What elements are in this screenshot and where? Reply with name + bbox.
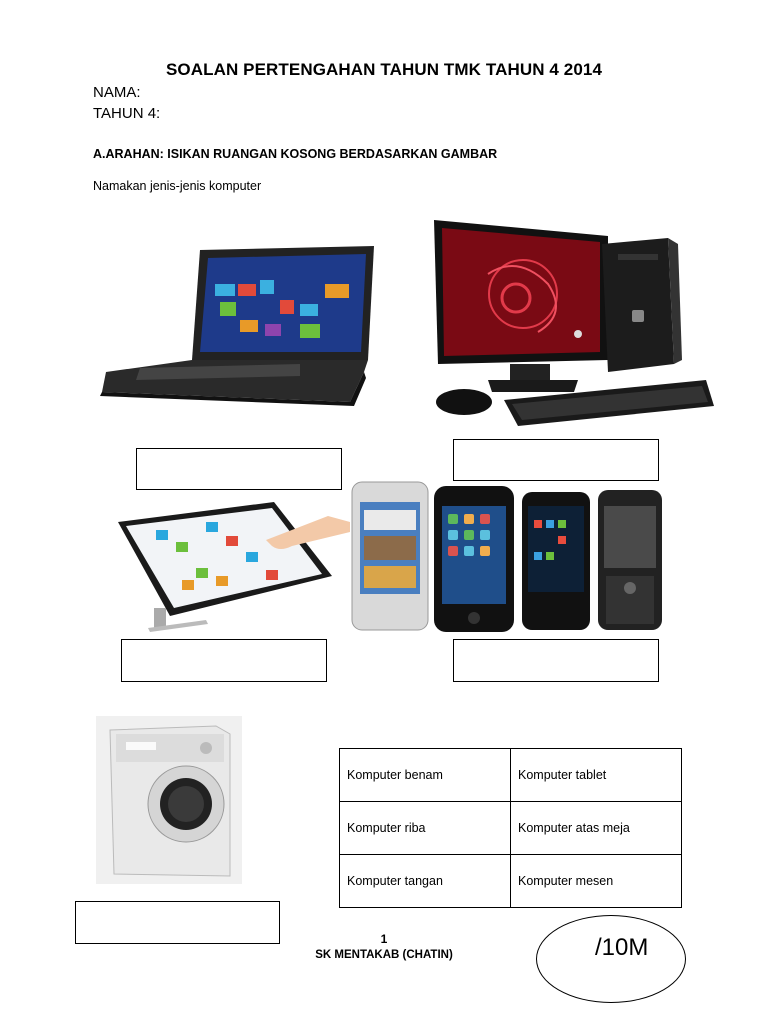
option-cell: Komputer mesen <box>511 855 682 908</box>
table-row <box>340 855 682 908</box>
score-text: /10M <box>595 934 649 961</box>
page-title: SOALAN PERTENGAHAN TAHUN TMK TAHUN 4 2014 <box>165 60 603 79</box>
laptop-icon <box>100 244 376 406</box>
answer-box-laptop[interactable] <box>136 448 342 490</box>
answer-box-desktop[interactable] <box>453 439 659 481</box>
option-cell: Komputer tablet <box>511 749 682 802</box>
washing-machine-icon <box>96 716 242 884</box>
desktop-computer-icon <box>428 214 728 430</box>
option-cell: Komputer atas meja <box>511 802 682 855</box>
tablet-icon <box>96 480 350 636</box>
answer-options-table <box>339 748 682 908</box>
option-cell: Komputer riba <box>340 802 511 855</box>
question-text: Namakan jenis-jenis komputer <box>93 179 262 193</box>
answer-box-tablet[interactable] <box>121 639 327 682</box>
table-row <box>340 749 682 802</box>
name-label: NAMA: <box>93 84 141 101</box>
page-number: 1 <box>380 932 388 946</box>
table-row <box>340 802 682 855</box>
answer-box-smartphone[interactable] <box>453 639 659 682</box>
school-name: SK MENTAKAB (CHATIN) <box>315 949 453 961</box>
class-label: TAHUN 4: <box>93 105 161 122</box>
option-cell: Komputer tangan <box>340 855 511 908</box>
section-instruction: A.ARAHAN: ISIKAN RUANGAN KOSONG BERDASARKAN GAMBAR <box>93 147 498 161</box>
smartphone-icon <box>350 480 664 632</box>
option-cell: Komputer benam <box>340 749 511 802</box>
